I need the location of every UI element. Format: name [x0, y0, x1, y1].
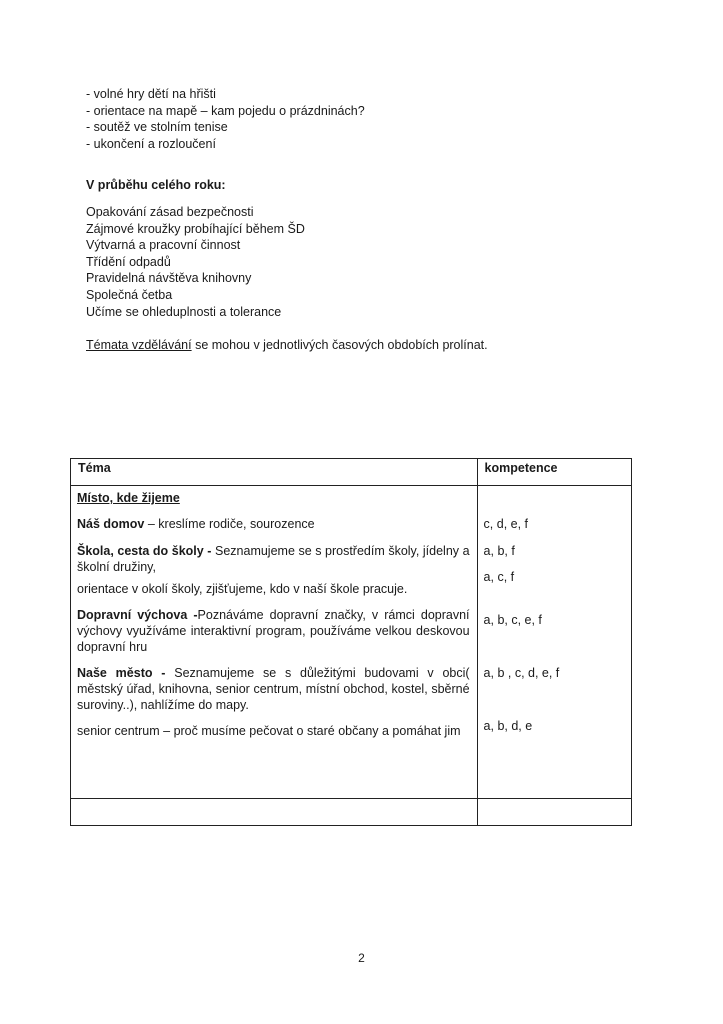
- topic-skola: Škola, cesta do školy - Seznamujeme se s prostředím školy, jídelny a školní družiny,: [77, 544, 470, 574]
- list-item: Pravidelná návštěva knihovny: [86, 271, 252, 286]
- year-list: [86, 204, 305, 320]
- comp-doprava: a, b, c, e, f: [483, 613, 542, 627]
- list-item: Třídění odpadů: [86, 254, 171, 269]
- table-header-row: [71, 459, 632, 486]
- topic-senior: senior centrum – proč musíme pečovat o staré občany a pomáhat jim: [77, 724, 461, 738]
- list-item: Opakování zásad bezpečnosti: [86, 205, 254, 219]
- comp-domov: c, d, e, f: [483, 517, 529, 531]
- topics-table: [70, 458, 632, 826]
- list-item: - orientace na mapě – kam pojedu o prázdninách?: [86, 103, 365, 118]
- topics-link: Témata vzdělávání: [86, 338, 192, 352]
- list-item: - ukončení a rozloučení: [86, 136, 216, 151]
- activity-list: [86, 86, 365, 152]
- list-item: Společná četba: [86, 287, 173, 302]
- comp-mesto: a, b , c, d, e, f: [483, 666, 560, 680]
- list-item: Učíme se ohleduplnosti a tolerance: [86, 304, 282, 319]
- note-text: se mohou v jednotlivých časových obdobích prolínat.: [191, 338, 488, 352]
- comp-orientace: a, c, f: [483, 570, 515, 584]
- list-item: Zájmové kroužky probíhající během ŠD: [86, 221, 305, 236]
- page-number: 2: [358, 951, 365, 965]
- list-item: - soutěž ve stolním tenise: [86, 120, 228, 135]
- list-item: Výtvarná a pracovní činnost: [86, 238, 241, 253]
- header-kompetence: kompetence: [484, 461, 558, 475]
- table-row-empty: [71, 799, 632, 826]
- header-tema: Téma: [78, 461, 111, 475]
- topics-note: [86, 338, 488, 352]
- section-title: Místo, kde žijeme: [77, 491, 180, 505]
- topic-mesto: Naše město - Seznamujeme se s důležitými budovami v obci( městský úřad, knihovna, senior centrum, místní obchod, kostel, sběrné suroviny..), nahlížíme do mapy.: [77, 666, 470, 712]
- table-row: [71, 486, 632, 799]
- topic-doprava: Dopravní výchova -Poznáváme dopravní značky, v rámci dopravní výchovy využíváme interaktivní program, používáme velkou deskovou dopravní hru: [77, 608, 470, 654]
- topic-domov: Náš domov – kreslíme rodiče, sourozence: [77, 517, 315, 531]
- year-heading: V průběhu celého roku:: [86, 178, 226, 192]
- topic-orientace: orientace v okolí školy, zjišťujeme, kdo v naší škole pracuje.: [77, 582, 408, 596]
- comp-skola: a, b, f: [483, 544, 515, 558]
- list-item: - volné hry dětí na hřišti: [86, 87, 216, 101]
- comp-senior: a, b, d, e: [483, 719, 533, 733]
